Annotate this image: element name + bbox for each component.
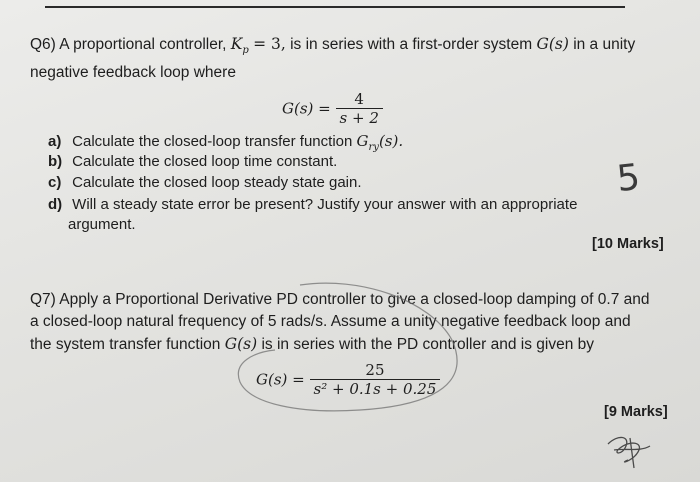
handwritten-score: 5	[614, 156, 642, 201]
q6-part-b: b) Calculate the closed loop time constant.	[48, 153, 338, 170]
handwritten-scribble	[600, 430, 660, 470]
q6-label: Q6)	[30, 36, 56, 53]
q6-line1: Q6) A proportional controller, $K_p = 3$, is in series with a first-order system G(s) in a unity	[30, 35, 636, 57]
q7-eq-fraction	[310, 361, 441, 398]
q7-line1: Q7) Apply a Proportional Derivative PD controller to give a closed-loop damping of 0.7 and	[30, 291, 650, 308]
q6-prompt	[30, 33, 670, 84]
top-rule	[45, 6, 625, 8]
kp-symbol: $K_p$	[230, 35, 249, 57]
q6-part-a: a) Calculate the closed-loop transfer function $G_{ry}(s)$.	[48, 132, 404, 153]
q7-prompt	[30, 289, 680, 356]
q6-equation	[282, 90, 383, 127]
q6-part-c: c) Calculate the closed loop steady state gain.	[48, 174, 362, 191]
q6-marks: [10 Marks]	[592, 236, 664, 252]
q7-eq-lhs: G(s) =	[256, 370, 305, 389]
q6-eq-fraction	[336, 90, 383, 127]
q7-line3: the system transfer function G(s) is in series with the PD controller and is given by	[30, 335, 594, 353]
q6-part-d-cont: argument.	[68, 216, 136, 233]
q6-eq-lhs: G(s) =	[282, 99, 331, 118]
q6-line2: negative feedback loop where	[30, 64, 236, 82]
q7-line2: a closed-loop natural frequency of 5 rads/s. Assume a unity negative feedback loop and	[30, 313, 631, 330]
q6-eq-numerator: 4	[336, 90, 383, 109]
q6-eq-denominator: s + 2	[339, 109, 379, 127]
q7-equation	[256, 361, 440, 398]
q7-marks: [9 Marks]	[604, 404, 668, 420]
q7-eq-numerator: 25	[310, 361, 441, 380]
q6-part-d: d) Will a steady state error be present? Justify your answer with an appropriate	[48, 196, 578, 213]
q7-eq-denominator: s² + 0.1s + 0.25	[313, 380, 437, 398]
q7-label: Q7)	[30, 291, 56, 308]
